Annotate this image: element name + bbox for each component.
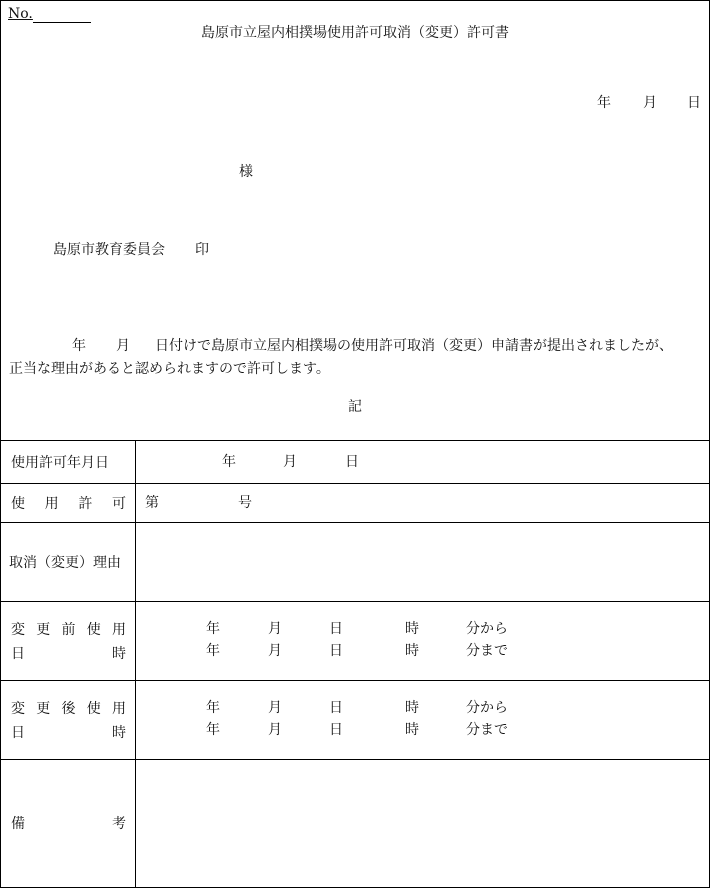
row-cancel-reason — [1, 523, 709, 602]
body-line-1 — [72, 337, 673, 355]
value-after-change[interactable]: 年 月 日 時 分から 年 月 日 時 分まで — [136, 681, 710, 760]
issuer-name: 島原市教育委員会 — [53, 242, 165, 258]
permit-number-gou: 号 — [238, 495, 252, 511]
issue-date — [597, 94, 701, 112]
ki-heading: 記 — [348, 399, 362, 415]
row-permit-date — [1, 441, 709, 484]
value-permit-number[interactable] — [136, 484, 710, 523]
permit-number-dai: 第 — [145, 495, 159, 511]
value-before-change[interactable]: 年 月 日 時 分から 年 月 日 時 分まで — [136, 602, 710, 681]
number-blank[interactable] — [33, 9, 91, 23]
label-after-change: 変 更 後 使 用 日 時 — [1, 681, 136, 760]
value-cancel-reason[interactable] — [136, 523, 710, 602]
body-year: 年 — [72, 338, 86, 354]
row-permit-number — [1, 484, 709, 523]
document-title: 島原市立屋内相撲場使用許可取消（変更）許可書 — [201, 25, 509, 41]
value-remarks[interactable] — [136, 760, 710, 887]
value-permit-date[interactable] — [136, 441, 710, 484]
label-before-change: 変 更 前 使 用 日 時 — [1, 602, 136, 681]
row-after-change — [1, 681, 709, 760]
permit-date-year: 年 — [222, 454, 236, 470]
issue-date-day: 日 — [687, 95, 701, 111]
permit-date-month: 月 — [283, 454, 297, 470]
issuer — [53, 241, 209, 259]
body-month: 月 — [116, 338, 130, 354]
permit-date-day: 日 — [345, 454, 359, 470]
label-cancel-reason: 取消（変更）理由 — [1, 523, 136, 602]
body-line-2: 正当な理由があると認められますので許可します。 — [9, 361, 330, 377]
row-before-change — [1, 602, 709, 681]
issuer-seal: 印 — [195, 242, 209, 258]
number-label: No. — [8, 6, 33, 22]
document-number — [8, 5, 91, 23]
row-remarks — [1, 760, 709, 887]
label-permit-number: 使 用 許 可 — [1, 484, 136, 523]
body-line-1-text: 日付けで島原市立屋内相撲場の使用許可取消（変更）申請書が提出されましたが、 — [155, 338, 673, 354]
addressee-honorific: 様 — [239, 164, 253, 180]
label-remarks: 備 考 — [1, 760, 136, 887]
permit-table — [1, 440, 709, 887]
label-permit-date: 使用許可年月日 — [1, 441, 136, 484]
issue-date-month: 月 — [643, 95, 657, 111]
issue-date-year: 年 — [597, 95, 611, 111]
